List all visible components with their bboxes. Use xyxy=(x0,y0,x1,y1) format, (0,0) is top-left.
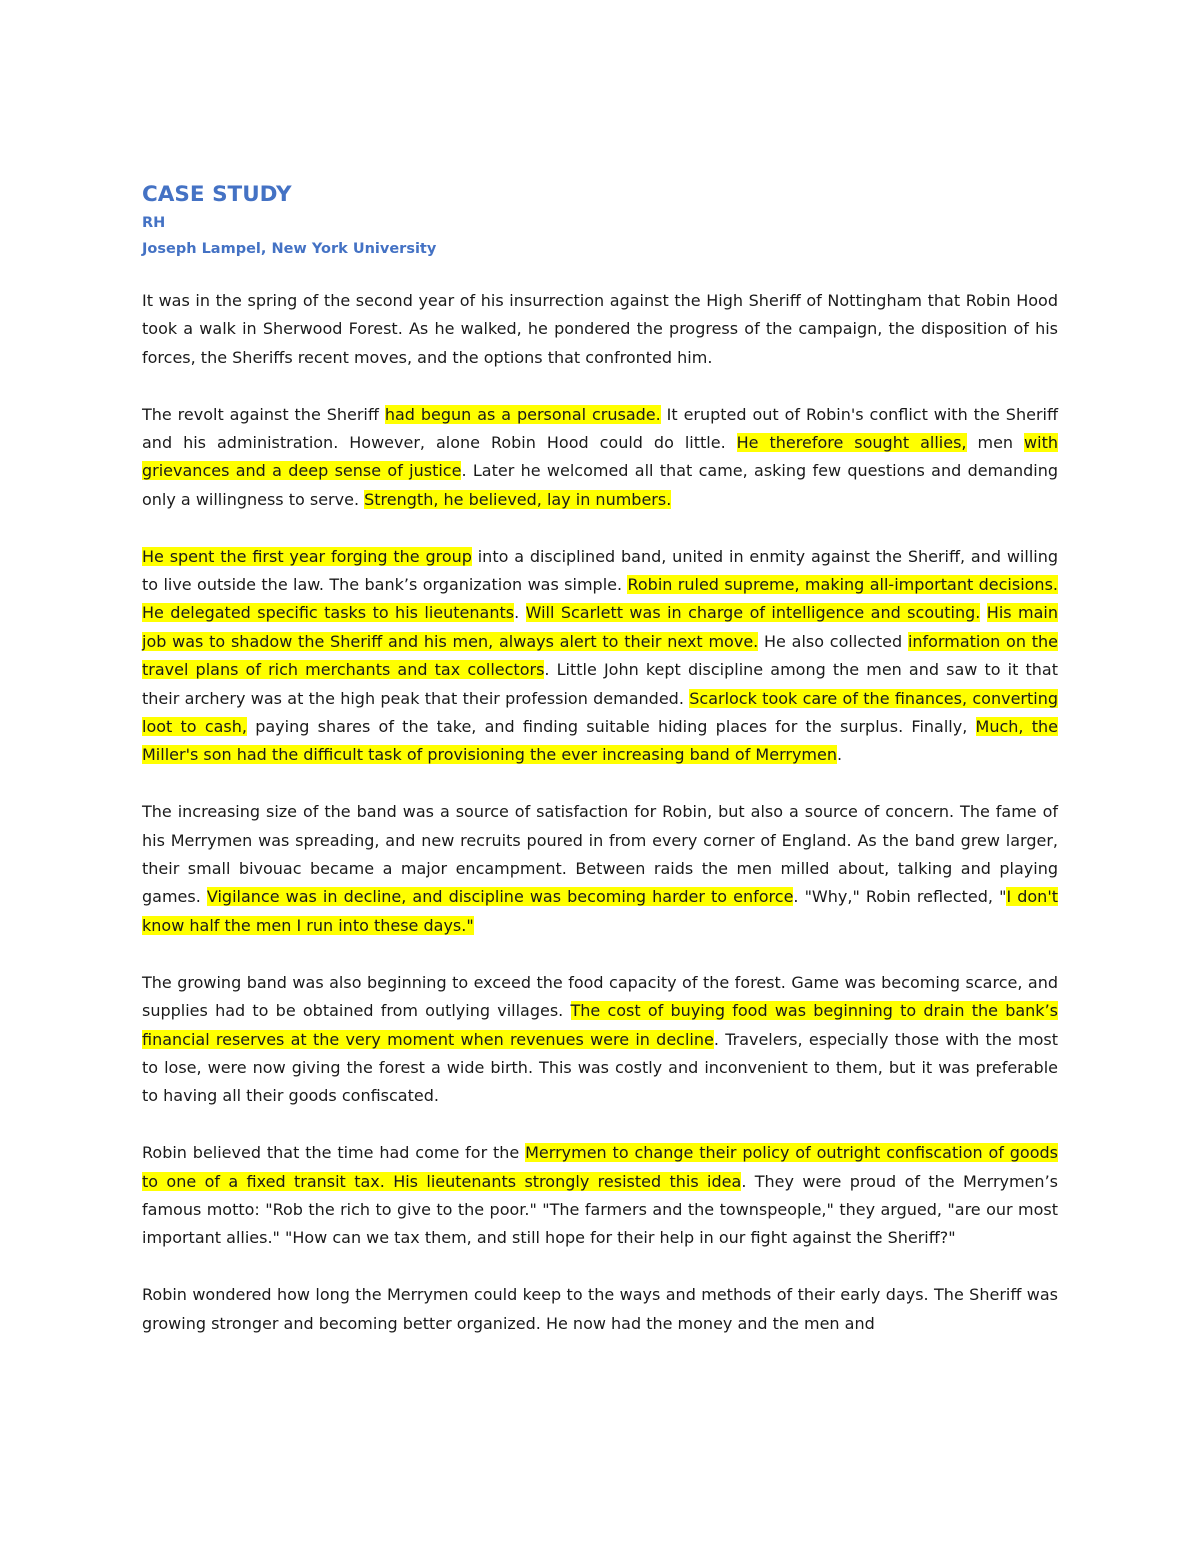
highlighted-text: He delegated specific tasks to his lieutenants xyxy=(142,603,515,623)
text-run: It erupted out of Robin's conflict with the Sheriff and his administration. However, alone Robin Hood could do little. xyxy=(142,404,1058,453)
text-run: . They were proud of the Merrymen’s famous motto: "Rob the rich to give to the poor." "The farmers and the townspeople," they argued, "are our most important allies." "How can we tax them, and still hope for their help in our fight against the Sheriff?" xyxy=(142,1171,1058,1248)
paragraph xyxy=(142,969,1058,1111)
text-run: . xyxy=(836,745,843,765)
text-run: . Little John kept discipline among the men and saw to it that their archery was at the high peak that their profession demanded. xyxy=(142,660,1059,708)
highlighted-text: Much, the Miller's son had the difficult task of provisioning the ever increasing band of Merrymen xyxy=(142,717,1059,765)
highlighted-text: He spent the xyxy=(142,546,253,566)
highlighted-text: Scarlock took care of the finances, converting loot to cash, xyxy=(142,688,1059,737)
document-page xyxy=(142,180,1058,1338)
highlighted-text: first year forging the group xyxy=(252,546,472,566)
highlighted-text: Merrymen to change their policy of outright confiscation of goods to one of a fixed transit tax. His lieutenants strongly resisted this idea xyxy=(142,1143,1058,1191)
text-run: Robin believed that the time had come for the xyxy=(142,1143,526,1163)
highlighted-text: Vigilance was in decline, and discipline was becoming harder to enforce xyxy=(206,887,794,907)
highlighted-text: information on the travel plans of rich merchants and tax collectors xyxy=(142,631,1059,680)
body-text xyxy=(142,287,1058,1338)
highlighted-text: The cost of buying food was beginning to drain the bank’s financial reserves at the very moment when revenues were in decline xyxy=(142,1001,1058,1049)
text-run: into a disciplined band, united in enmity against the Sheriff, and willing to live outside the law. The bank’s organization was simple. xyxy=(142,546,1059,595)
text-run: Robin wondered how long the Merrymen could keep to the ways and methods of their early days. The Sheriff was growing stronger and becoming better organized. He now had the money and the men and xyxy=(142,1285,1058,1333)
text-run: . "Why," Robin reflected, " xyxy=(793,887,1007,907)
text-run: The increasing size of the band was a source of satisfaction for Robin, but also a source of concern. The fame of his Merrymen was spreading, and new recruits poured in from every corner of England. As the band grew larger, their small bivouac became a major encampment. Between raids the men milled about, talking and playing games. xyxy=(142,802,1058,907)
paragraph xyxy=(142,401,1058,515)
case-study-author: Joseph Lampel, New York University xyxy=(142,241,437,257)
paragraph xyxy=(142,798,1058,940)
paragraph xyxy=(142,543,1058,770)
highlighted-text: His main job was to shadow the Sheriff and his men, always alert to their next move. xyxy=(142,603,1059,651)
text-run: . xyxy=(514,603,526,623)
text-run: The revolt against the Sheriff xyxy=(142,404,385,424)
highlighted-text: Will Scarlett was in charge of intelligence and scouting. xyxy=(525,603,981,623)
text-run: men xyxy=(966,433,1025,453)
case-study-subtitle: RH xyxy=(142,215,166,231)
highlighted-text: I don't know half the men I run into these days." xyxy=(142,887,1058,935)
highlighted-text: He therefore sought allies, xyxy=(736,433,967,453)
text-run xyxy=(980,603,986,622)
paragraph xyxy=(142,1139,1058,1253)
case-study-title: CASE STUDY xyxy=(142,182,292,207)
highlighted-text: had begun as a personal crusade. xyxy=(384,404,661,424)
highlighted-text: Strength, he believed, lay in numbers. xyxy=(364,489,672,509)
highlighted-text: Robin ruled supreme, making all-important decisions. xyxy=(627,575,1058,595)
highlighted-text: with grievances and a deep sense of justice xyxy=(142,433,1058,481)
text-run: It was in the spring of the second year of his insurrection against the High Sheriff of Nottingham that Robin Hood took a walk in Sherwood Forest. As he walked, he pondered the progress of the campaign, the disposition of his forces, the Sheriffs recent moves, and the options that confronted him. xyxy=(142,291,1058,367)
text-run: . Later he welcomed all that came, asking few questions and demanding only a willingness to serve. xyxy=(142,461,1059,509)
text-run: He also collected xyxy=(758,631,908,651)
text-run: The growing band was also beginning to exceed the food capacity of the forest. Game was becoming scarce, and supplies had to be obtained from outlying villages. xyxy=(142,972,1058,1021)
text-run: paying shares of the take, and finding suitable hiding places for the surplus. Finally, xyxy=(246,717,976,737)
text-run: . Travelers, especially those with the most to lose, were now giving the forest a wide birth. This was costly and inconvenient to them, but it was preferable to having all their goods confiscated. xyxy=(142,1029,1059,1106)
paragraph xyxy=(142,287,1058,372)
paragraph xyxy=(142,1281,1058,1338)
